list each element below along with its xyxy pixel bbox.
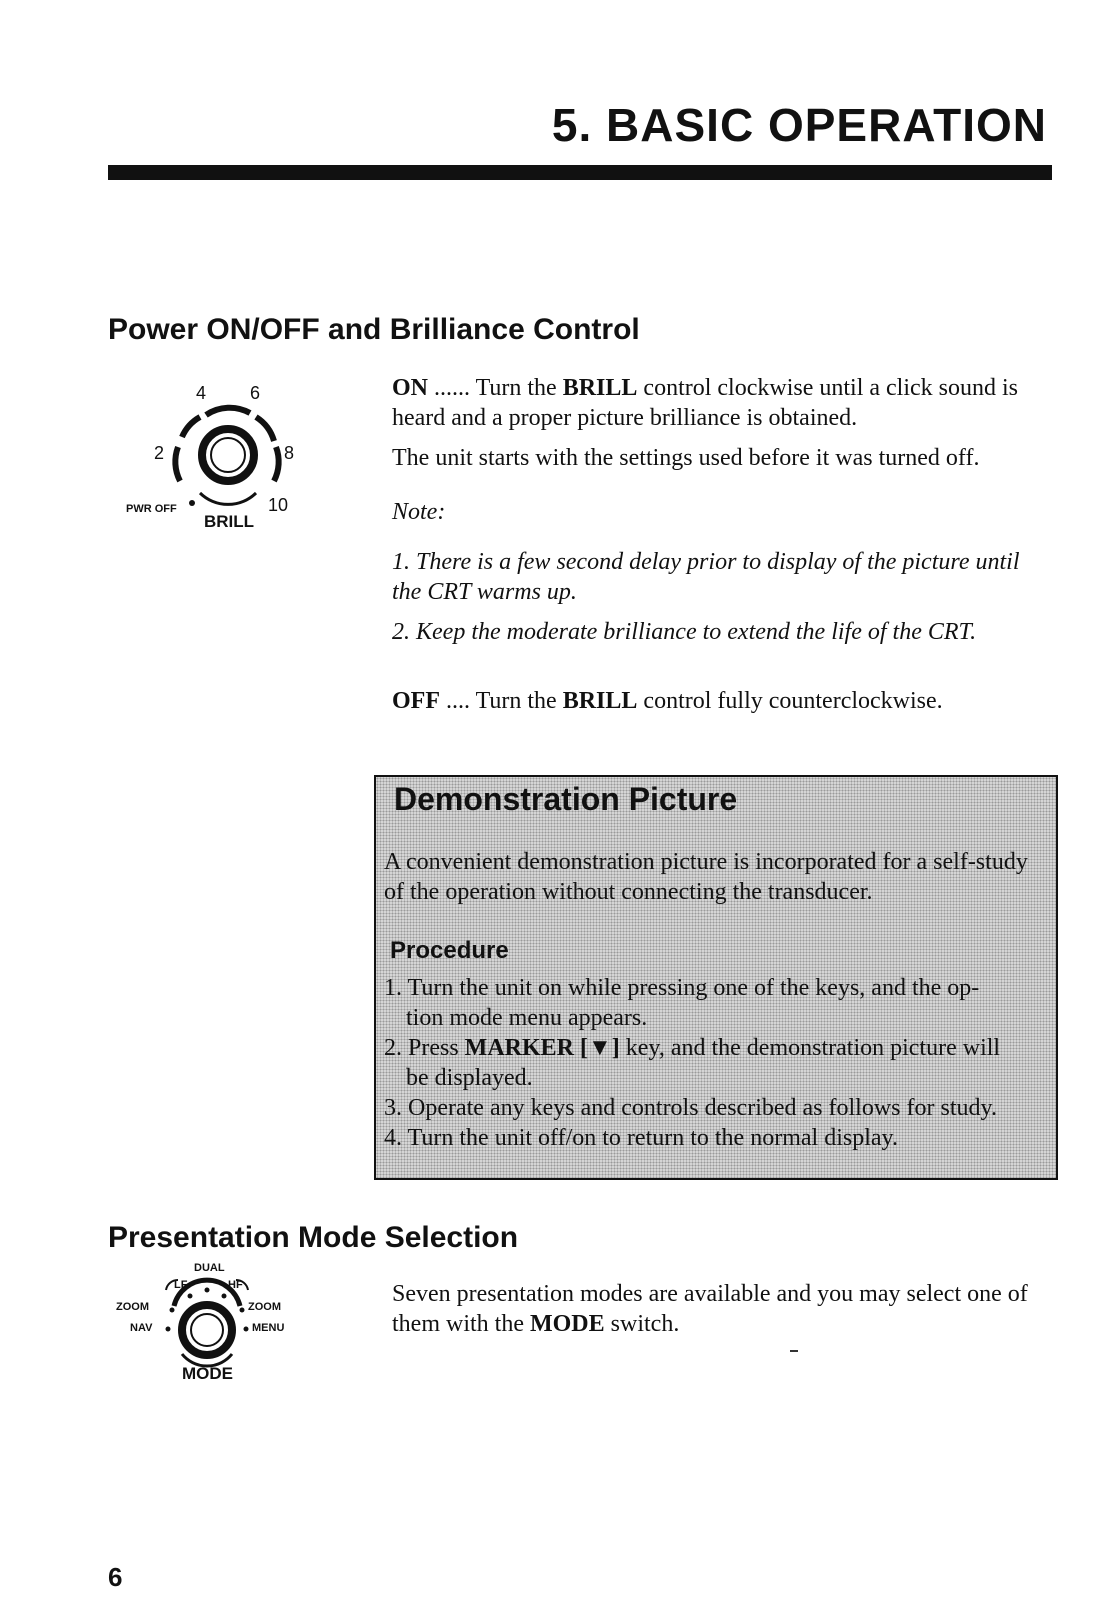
on-brill-bold: BRILL: [562, 375, 638, 401]
procedure-step-1b: tion mode menu appears.: [406, 1005, 648, 1031]
procedure-step-4: 4. Turn the unit off/on to return to the normal display.: [384, 1125, 898, 1151]
procedure-step-1a: 1. Turn the unit on while pressing one of the keys, and the op-: [384, 975, 980, 1001]
brill-label-4: 4: [196, 383, 207, 403]
brill-label-8: 8: [284, 443, 295, 463]
off-text-b: control fully counterclockwise.: [643, 688, 943, 714]
brill-label-10: 10: [268, 495, 289, 515]
brill-label-pwr-off: PWR OFF: [126, 503, 177, 515]
procedure-title: Procedure: [390, 937, 509, 964]
unit-settings-text: The unit starts with the settings used before it was turned off.: [392, 445, 980, 471]
chapter-title: 5. BASIC OPERATION: [551, 99, 1047, 151]
mode-label-hf: HF: [228, 1279, 243, 1291]
on-label: ON: [392, 375, 428, 401]
mode-label-lf: LF: [174, 1279, 188, 1291]
section-heading-mode: Presentation Mode Selection: [108, 1221, 519, 1254]
demo-text: A convenient demonstration picture is incorporated for a self-study of the operation without connecting the transducer.: [384, 849, 1028, 905]
mode-label-nav: NAV: [130, 1322, 153, 1334]
mode-label-zoom-left: ZOOM: [116, 1301, 149, 1313]
step2-pre: 2. Press: [384, 1035, 459, 1061]
off-brill-bold: BRILL: [562, 688, 638, 714]
mode-bold: MODE: [529, 1311, 605, 1337]
on-instruction: [392, 373, 1054, 433]
off-text-a: Turn the: [475, 688, 557, 714]
on-text-b: control clockwise until a click sound is heard and a proper picture brilliance is obtained.: [392, 375, 1019, 431]
off-dots: ....: [446, 688, 470, 714]
mode-description: [392, 1279, 1054, 1339]
section-heading-power: Power ON/OFF and Brilliance Control: [108, 313, 640, 346]
procedure-step-2a: [384, 1033, 1048, 1063]
note-label: Note:: [392, 499, 446, 525]
brill-label-6: 6: [250, 383, 261, 403]
off-instruction: [392, 686, 1054, 716]
mode-label-menu: MENU: [252, 1322, 285, 1334]
stray-dash-mark: [790, 1350, 798, 1352]
step2-post: key, and the demonstration picture will: [625, 1035, 1001, 1061]
brill-label-2: 2: [154, 443, 165, 463]
off-label: OFF: [392, 688, 440, 714]
step2-marker-bold: MARKER [▼]: [464, 1035, 620, 1061]
page-number: 6: [108, 1562, 123, 1592]
chapter-rule: [108, 165, 1052, 180]
mode-caption: MODE: [182, 1364, 233, 1383]
demo-title: Demonstration Picture: [394, 781, 738, 817]
on-text-a: Turn the: [475, 375, 557, 401]
procedure-list: [384, 973, 1048, 1153]
demonstration-box: [374, 775, 1058, 1180]
procedure-step-2b: be displayed.: [406, 1065, 533, 1091]
note-2: 2. Keep the moderate brilliance to extend the life of the CRT.: [392, 619, 977, 645]
brill-dial: [126, 383, 300, 530]
brill-caption: BRILL: [204, 512, 255, 531]
mode-label-dual: DUAL: [194, 1262, 225, 1274]
on-dots: ......: [434, 375, 470, 401]
note-1: 1. There is a few second delay prior to display of the picture until the CRT warms up.: [392, 549, 1020, 605]
mode-text-a: Seven presentation modes are available and you may select one of them with the: [392, 1281, 1028, 1337]
mode-label-zoom-right: ZOOM: [248, 1301, 281, 1313]
procedure-step-3: 3. Operate any keys and controls described as follows for study.: [384, 1095, 997, 1121]
mode-text-b: switch.: [610, 1311, 680, 1337]
